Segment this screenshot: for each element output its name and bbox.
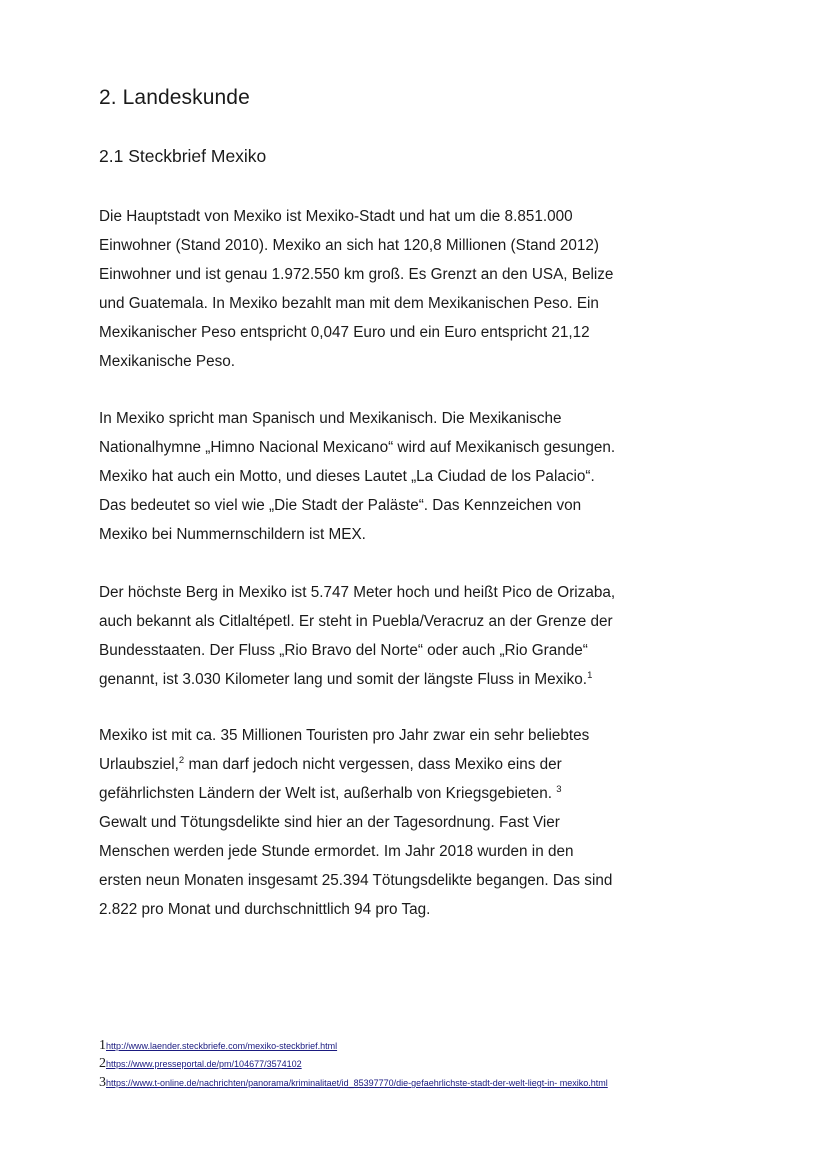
footnote-ref-3[interactable]: 3	[556, 784, 562, 795]
paragraph-capital-population: Die Hauptstadt von Mexiko ist Mexiko-Stadt und hat um die 8.851.000 Einwohner (Stand 2010). Mexiko an sich hat 120,8 Millionen (Stand 2012) Einwohner und ist genau 1.972.550 km groß. Es Grenzt an den USA, Belize und Guatemala. In Mexiko bezahlt man mit dem Mexikanischen Peso. Ein Mexikanischer Peso entspricht 0,047 Euro und ein Euro entspricht 21,12 Mexikanische Peso.	[99, 208, 614, 370]
footnote-link[interactable]: http://www.laender.steckbriefe.com/mexiko-steckbrief.html	[106, 1041, 338, 1051]
subsection-heading: 2.1 Steckbrief Mexiko	[99, 146, 267, 166]
footnote-link[interactable]: https://www.presseportal.de/pm/104677/3574102	[106, 1059, 302, 1069]
footnote-2	[99, 1056, 302, 1072]
footnote-number: 1	[99, 1038, 106, 1053]
paragraph-tourism-text-c: Gewalt und Tötungsdelikte sind hier an der Tagesordnung. Fast Vier Menschen werden jede Stunde ermordet. Im Jahr 2018 wurden in den ersten neun Monaten insgesamt 25.394 Tötungsdelikte begangen. Das sind 2.822 pro Monat und durchschnittlich 94 pro Tag.	[99, 814, 613, 918]
footnote-3	[99, 1075, 608, 1091]
footnote-ref-2[interactable]: 2	[178, 755, 185, 766]
paragraph-tourism-text-b: man darf jedoch nicht vergessen, dass Mexiko eins der gefährlichsten Ländern der Welt ist, außerhalb von Kriegsgebieten.	[99, 756, 562, 802]
paragraph-tourism-crime	[99, 721, 739, 924]
paragraph-geography	[99, 578, 739, 694]
footnote-ref-1[interactable]: 1	[587, 670, 593, 681]
paragraph-geography-text: Der höchste Berg in Mexiko ist 5.747 Meter hoch und heißt Pico de Orizaba, auch bekannt als Citlaltépetl. Er steht in Puebla/Veracruz an der Grenze der Bundesstaaten. Der Fluss „Rio Bravo del Norte“ oder auch „Rio Grande“ genannt, ist 3.030 Kilometer lang und somit der längste Fluss in Mexiko.	[99, 584, 616, 688]
footnote-1	[99, 1038, 337, 1054]
footnote-number: 2	[99, 1056, 106, 1071]
paragraph-language-anthem: In Mexiko spricht man Spanisch und Mexikanisch. Die Mexikanische Nationalhymne „Himno Nacional Mexicano“ wird auf Mexikanisch gesungen. Mexiko hat auch ein Motto, und dieses Lautet „La Ciudad de los Palacio“. Das bedeutet so viel wie „Die Stadt der Paläste“. Das Kennzeichen von Mexiko bei Nummernschildern ist MEX.	[99, 410, 616, 543]
section-heading: 2. Landeskunde	[99, 86, 250, 109]
footnote-link[interactable]: https://www.t-online.de/nachrichten/panorama/kriminalitaet/id_85397770/die-gefaehrlichste-stadt-der-welt-liegt-in- mexiko.html	[106, 1078, 608, 1088]
footnote-number: 3	[99, 1075, 106, 1090]
paragraph-tourism-text-a: Mexiko ist mit ca. 35 Millionen Touristen pro Jahr zwar ein sehr beliebtes Urlaubsziel,	[99, 727, 590, 773]
